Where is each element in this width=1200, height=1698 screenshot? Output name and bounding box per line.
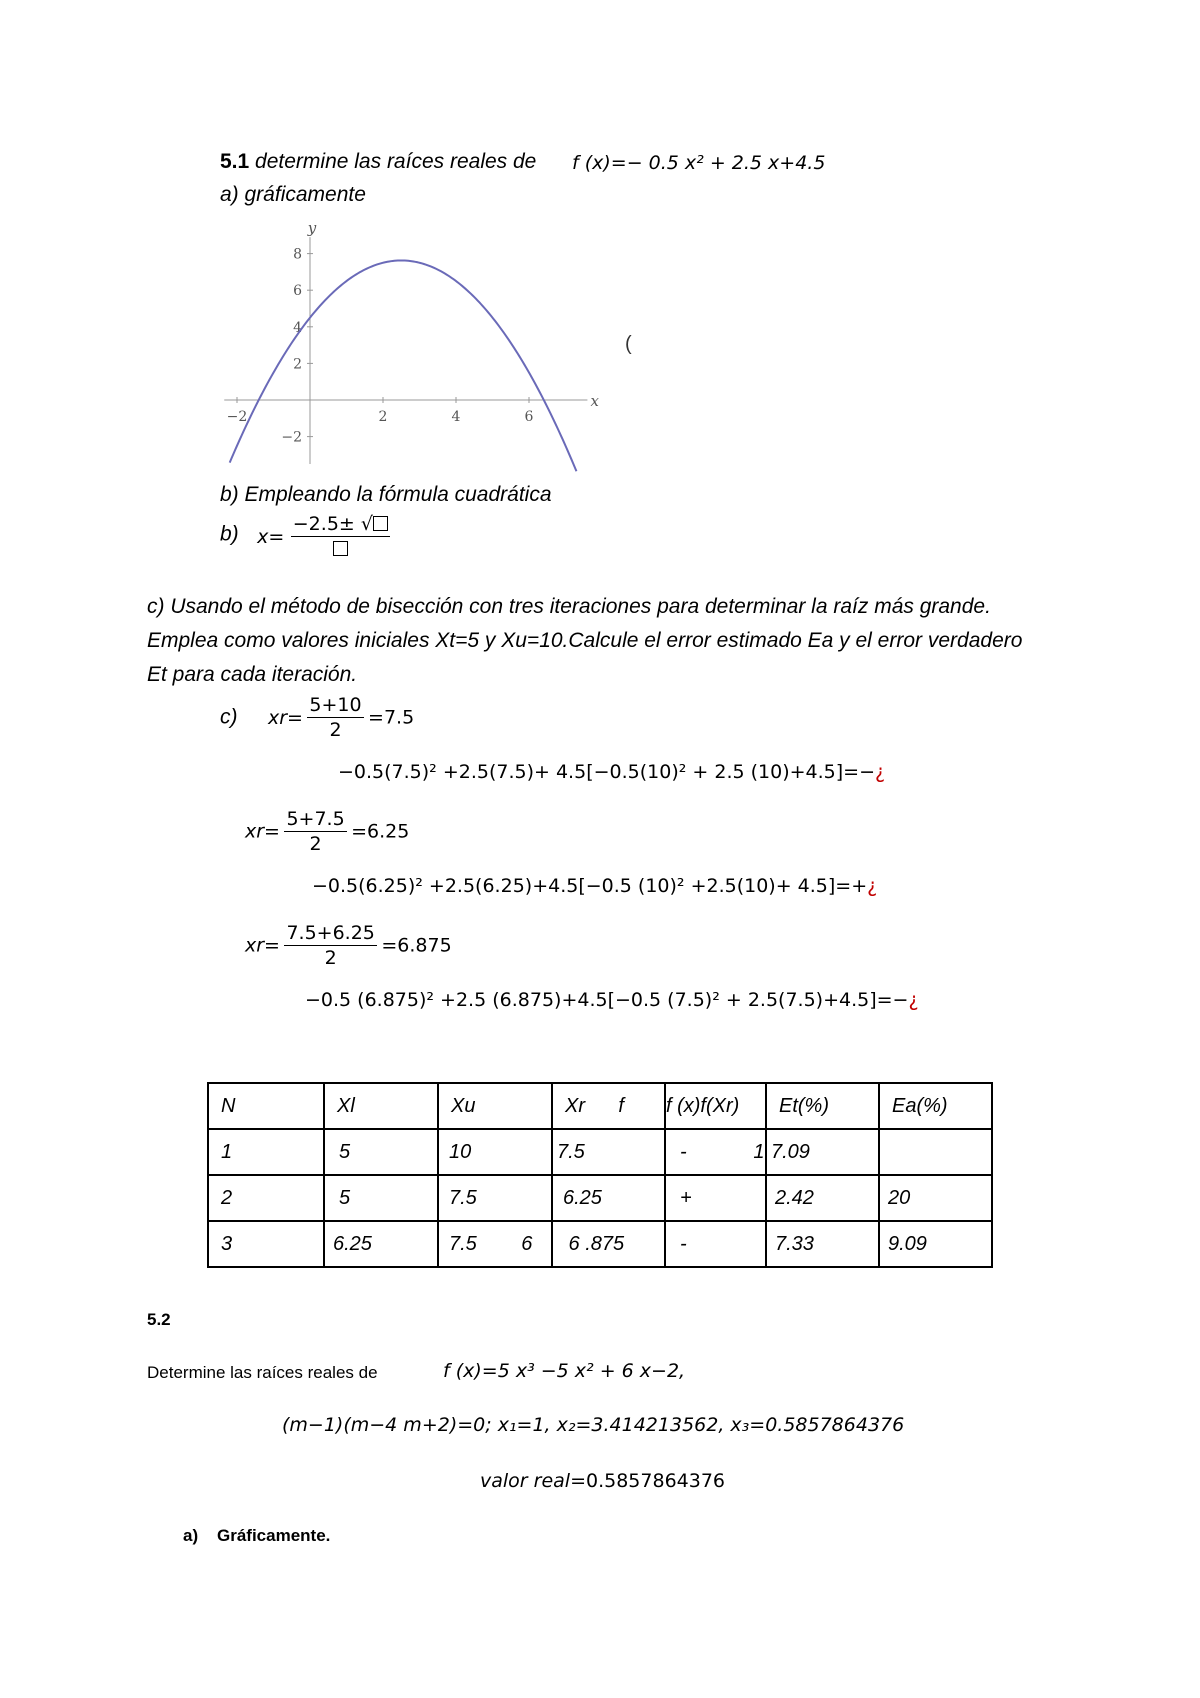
part-c-label: c) xyxy=(220,705,238,729)
y-axis-label: y xyxy=(307,219,317,237)
xr-denominator: 2 xyxy=(324,947,337,969)
xr-numerator: 5+10 xyxy=(309,694,362,716)
iteration-3-eval xyxy=(305,989,919,1011)
part-c-line-2: Emplea como valores iniciales Xt=5 y Xu=10.Calcule el error estimado Ea y el error verdadero xyxy=(147,629,1023,652)
section-5-2-real-value xyxy=(480,1470,725,1492)
placeholder-box-icon xyxy=(373,516,388,531)
iteration-2-xr xyxy=(245,808,409,855)
table-cell xyxy=(879,1129,992,1175)
table-cell: 7.5 xyxy=(438,1175,552,1221)
iteration-1-xr xyxy=(220,694,414,741)
eval-sign-symbol: ¿ xyxy=(867,875,878,897)
table-cell: 6.25 xyxy=(324,1221,438,1267)
table-row xyxy=(208,1221,992,1267)
y-tick-label: −2 xyxy=(281,429,302,446)
table-cell: 9.09 xyxy=(879,1221,992,1267)
table-cell: - xyxy=(665,1221,766,1267)
eval-sign-symbol: ¿ xyxy=(875,761,886,783)
table-cell: 7.33 xyxy=(766,1221,879,1267)
table-cell: + xyxy=(665,1175,766,1221)
table-cell: 6.25 xyxy=(552,1175,665,1221)
table-cell: 3 xyxy=(208,1221,324,1267)
section-5-2-heading: 5.2 xyxy=(147,1310,171,1329)
function-definition: f (x)=− 0.5 x² + 2.5 x+4.5 xyxy=(572,152,826,174)
header-cell: Ea(%) xyxy=(879,1083,992,1129)
part-c-line-3: Et para cada iteración. xyxy=(147,663,358,686)
header-cell: Et(%) xyxy=(766,1083,879,1129)
section-5-2-part-a: a) Gráficamente. xyxy=(183,1526,331,1545)
x-tick-label: 6 xyxy=(524,409,534,425)
xr-result: =6.25 xyxy=(351,820,410,843)
iteration-3-xr xyxy=(245,922,452,969)
eval-expression: −0.5 (6.875)² +2.5 (6.875)+4.5[−0.5 (7.5)² + 2.5(7.5)+4.5]=− xyxy=(305,989,909,1011)
table-cell: 5 xyxy=(324,1175,438,1221)
section-5-2-intro: Determine las raíces reales de xyxy=(147,1363,378,1382)
part-a-label: a) gráficamente xyxy=(220,183,366,206)
xr-result: =7.5 xyxy=(368,706,415,729)
x-tick-label: −2 xyxy=(226,409,248,425)
header-cell: f (x)f(Xr) xyxy=(665,1083,766,1129)
xr-result: =6.875 xyxy=(381,934,452,957)
table-cell: 7.09 xyxy=(766,1129,879,1175)
x-tick-label: 2 xyxy=(378,409,388,425)
xr-numerator: 7.5+6.25 xyxy=(286,922,375,944)
y-tick-label: 4 xyxy=(293,319,302,336)
table-cell: 2.42 xyxy=(766,1175,879,1221)
formula-numerator: −2.5± √ xyxy=(292,513,373,535)
table-cell: 1 xyxy=(208,1129,324,1175)
part-b2-label: b) xyxy=(220,522,239,546)
header-cell: Xr f xyxy=(552,1083,665,1129)
table-cell: 10 xyxy=(438,1129,552,1175)
table-cell: 20 xyxy=(879,1175,992,1221)
header-cell: Xu xyxy=(438,1083,552,1129)
formula-x: x= xyxy=(257,525,285,548)
section-5-2-function: f (x)=5 x³ −5 x² + 6 x−2, xyxy=(443,1360,686,1382)
table-cell: 6 .875 xyxy=(552,1221,665,1267)
eval-expression: −0.5(6.25)² +2.5(6.25)+4.5[−0.5 (10)² +2.5(10)+ 4.5]=+ xyxy=(312,875,868,897)
iteration-2-eval xyxy=(312,875,877,897)
iteration-1-eval xyxy=(338,761,885,783)
xr-lhs: xr= xyxy=(245,934,280,957)
stray-parenthesis: ( xyxy=(625,333,632,355)
xr-lhs: xr= xyxy=(267,706,303,729)
quadratic-formula xyxy=(220,513,390,560)
y-tick-label: 6 xyxy=(293,283,302,300)
eval-sign-symbol: ¿ xyxy=(908,989,919,1011)
section-5-1-heading xyxy=(220,150,536,174)
xr-denominator: 2 xyxy=(309,833,322,855)
parabola-graph xyxy=(215,215,615,477)
section-number: 5.1 xyxy=(220,150,250,173)
table-row xyxy=(208,1129,992,1175)
xr-numerator: 5+7.5 xyxy=(286,808,345,830)
real-value-number: =0.5857864376 xyxy=(570,1470,726,1492)
table-cell: - 1 xyxy=(665,1129,766,1175)
bisection-table xyxy=(207,1082,993,1268)
table-header-row xyxy=(208,1083,992,1129)
section-title: determine las raíces reales de xyxy=(255,150,537,173)
part-b-label: b) Empleando la fórmula cuadrática xyxy=(220,483,552,506)
table-cell: 7.5 xyxy=(552,1129,665,1175)
x-tick-label: 4 xyxy=(451,409,461,425)
y-tick-label: 8 xyxy=(293,246,302,263)
placeholder-box-icon xyxy=(333,541,348,556)
xr-lhs: xr= xyxy=(245,820,280,843)
y-tick-label: 2 xyxy=(293,356,302,373)
table-cell: 2 xyxy=(208,1175,324,1221)
formula-fraction xyxy=(291,513,390,560)
table-row xyxy=(208,1175,992,1221)
xr-denominator: 2 xyxy=(329,719,342,741)
header-cell: Xl xyxy=(324,1083,438,1129)
header-cell: N xyxy=(208,1083,324,1129)
real-value-label: valor real xyxy=(480,1470,571,1492)
section-5-2-roots: (m−1)(m−4 m+2)=0; x₁=1, x₂=3.414213562, x₃=0.5857864376 xyxy=(282,1414,905,1436)
eval-expression: −0.5(7.5)² +2.5(7.5)+ 4.5[−0.5(10)² + 2.5 (10)+4.5]=− xyxy=(338,761,876,783)
table-cell: 5 xyxy=(324,1129,438,1175)
part-c-line-1: c) Usando el método de bisección con tres iteraciones para determinar la raíz más grande. xyxy=(147,595,991,618)
x-axis-label: x xyxy=(590,392,599,410)
table-cell: 7.5 6 xyxy=(438,1221,552,1267)
